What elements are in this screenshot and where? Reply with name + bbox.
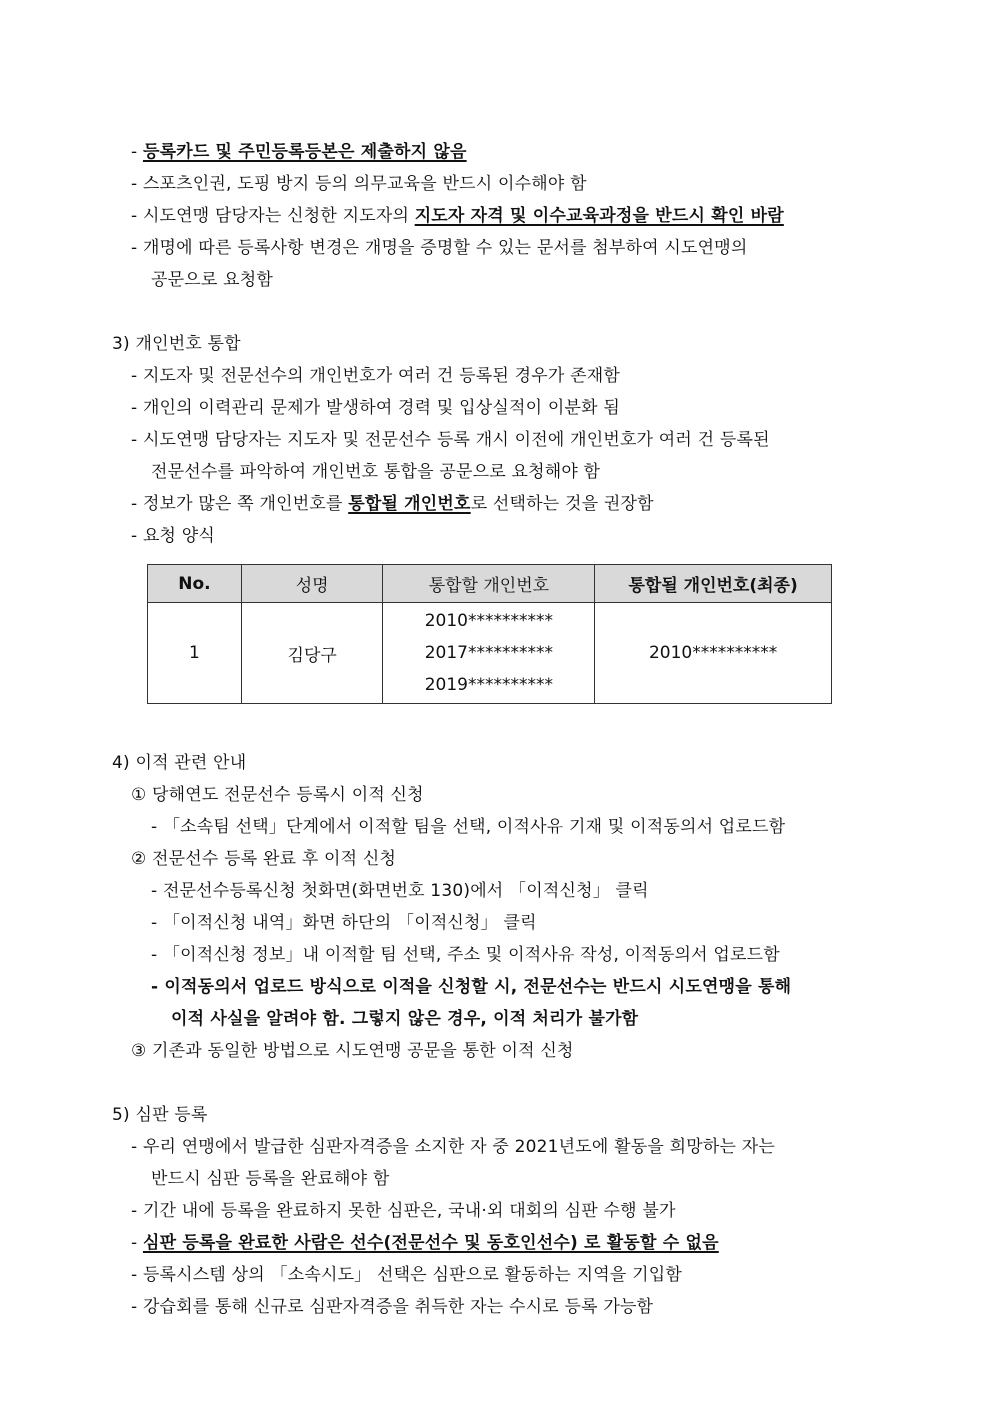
text-line: - 요청 양식 xyxy=(131,526,216,546)
text-segment: - xyxy=(131,1233,143,1253)
table-row xyxy=(148,603,832,704)
cell-merge-ids xyxy=(383,603,595,704)
text-line: - 시도연맹 담당자는 지도자 및 전문선수 등록 개시 이전에 개인번호가 여러 건 등록된 xyxy=(131,430,770,450)
text-line xyxy=(131,1232,719,1254)
text-line xyxy=(131,493,654,515)
section-heading: 3) 개인번호 통합 xyxy=(112,334,241,354)
text-line: ③ 기존과 동일한 방법으로 시도연맹 공문을 통한 이적 신청 xyxy=(131,1041,574,1061)
text-line: - 등록시스템 상의 「소속시도」 선택은 심판으로 활동하는 지역을 기입함 xyxy=(131,1265,682,1285)
text-line xyxy=(131,141,467,163)
header-no: No. xyxy=(148,565,242,603)
header-name: 성명 xyxy=(241,565,383,603)
text-segment: - xyxy=(131,142,143,162)
text-segment: - 시도연맹 담당자는 신청한 지도자의 xyxy=(131,206,415,226)
table-header-row xyxy=(148,565,832,603)
bold-notice-line: - 이적동의서 업로드 방식으로 이적을 신청할 시, 전문선수는 반드시 시도연맹을 통해 xyxy=(151,977,792,997)
text-line: - 「이적신청 정보」내 이적할 팀 선택, 주소 및 이적사유 작성, 이적동의서 업로드함 xyxy=(151,945,780,965)
merge-id: 2019********** xyxy=(424,675,553,695)
underlined-emphasis: 심판 등록을 완료한 사람은 선수(전문선수 및 동호인선수) 로 활동할 수 없음 xyxy=(142,1233,719,1253)
section-heading: 4) 이적 관련 안내 xyxy=(112,753,247,773)
text-line: - 개명에 따른 등록사항 변경은 개명을 증명할 수 있는 문서를 첨부하여 시도연맹의 xyxy=(131,238,748,258)
header-merge-ids: 통합할 개인번호 xyxy=(383,565,595,603)
text-line: 전문선수를 파악하여 개인번호 통합을 공문으로 요청해야 함 xyxy=(151,462,601,482)
request-form-table xyxy=(147,564,832,704)
text-line: - 우리 연맹에서 발급한 심판자격증을 소지한 자 중 2021년도에 활동을 희망하는 자는 xyxy=(131,1137,775,1157)
text-line: - 기간 내에 등록을 완료하지 못한 심판은, 국내·외 대회의 심판 수행 불가 xyxy=(131,1201,676,1221)
cell-no: 1 xyxy=(148,603,242,704)
text-line: 반드시 심판 등록을 완료해야 함 xyxy=(151,1169,390,1189)
text-line: - 강습회를 통해 신규로 심판자격증을 취득한 자는 수시로 등록 가능함 xyxy=(131,1297,654,1317)
text-segment: 로 선택하는 것을 권장함 xyxy=(470,494,654,514)
underlined-emphasis: 통합될 개인번호 xyxy=(348,494,471,514)
text-line: - 전문선수등록신청 첫화면(화면번호 130)에서 「이적신청」 클릭 xyxy=(151,881,649,901)
text-line: ② 전문선수 등록 완료 후 이적 신청 xyxy=(131,849,397,869)
cell-name: 김당구 xyxy=(241,603,383,704)
section-heading: 5) 심판 등록 xyxy=(112,1105,208,1125)
text-line: - 「이적신청 내역」화면 하단의 「이적신청」 클릭 xyxy=(151,913,537,933)
text-line: 공문으로 요청함 xyxy=(151,270,273,290)
underlined-emphasis: 등록카드 및 주민등록등본은 제출하지 않음 xyxy=(142,142,467,162)
text-line: - 지도자 및 전문선수의 개인번호가 여러 건 등록된 경우가 존재함 xyxy=(131,366,620,386)
text-line: - 개인의 이력관리 문제가 발생하여 경력 및 입상실적이 이분화 됨 xyxy=(131,398,620,418)
text-line: - 「소속팀 선택」단계에서 이적할 팀을 선택, 이적사유 기재 및 이적동의서 업로드함 xyxy=(151,817,786,837)
underlined-emphasis: 지도자 자격 및 이수교육과정을 반드시 확인 바람 xyxy=(414,206,784,226)
merge-id: 2010********** xyxy=(424,611,553,631)
text-line: ① 당해연도 전문선수 등록시 이적 신청 xyxy=(131,785,424,805)
cell-final-id: 2010********** xyxy=(595,603,832,704)
header-final-id: 통합될 개인번호(최종) xyxy=(595,565,832,603)
text-segment: - 정보가 많은 쪽 개인번호를 xyxy=(131,494,349,514)
merge-id: 2017********** xyxy=(424,643,553,663)
text-line xyxy=(131,205,784,227)
bold-notice-line: 이적 사실을 알려야 함. 그렇지 않은 경우, 이적 처리가 불가함 xyxy=(171,1009,639,1029)
text-line: - 스포츠인권, 도핑 방지 등의 의무교육을 반드시 이수해야 함 xyxy=(131,174,587,194)
